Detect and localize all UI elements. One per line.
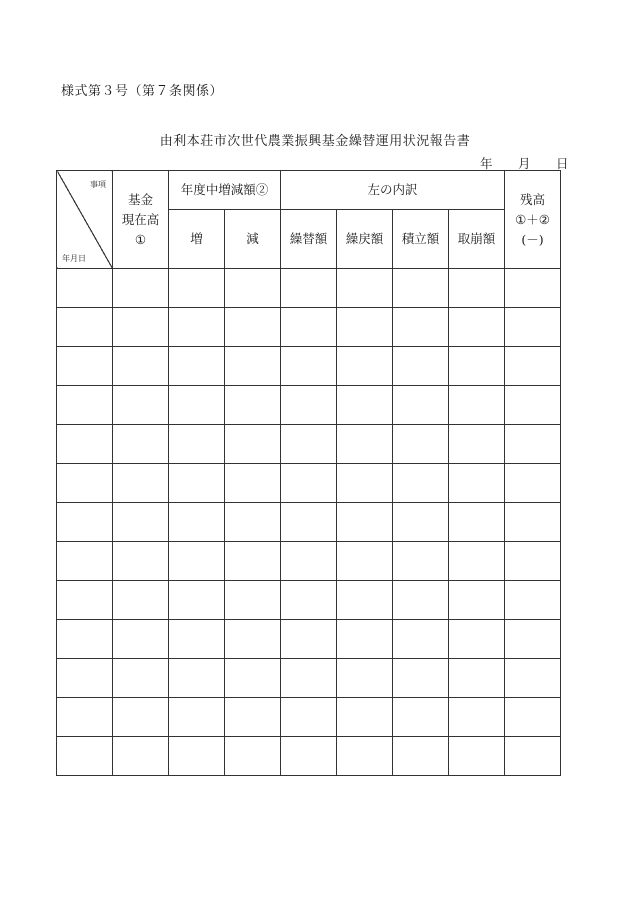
decrease-cell <box>225 503 281 542</box>
remaining-balance-cell <box>505 503 561 542</box>
transfer-out-cell <box>281 464 337 503</box>
remaining-balance-cell <box>505 698 561 737</box>
table-row <box>57 659 561 698</box>
remaining-balance-cell <box>505 659 561 698</box>
entry-date-cell <box>57 581 113 620</box>
remaining-line-1: 残高 <box>520 191 546 207</box>
decrease-cell <box>225 464 281 503</box>
transfer-out-cell <box>281 347 337 386</box>
entry-date-cell <box>57 464 113 503</box>
withdrawal-header: 取崩額 <box>449 210 505 269</box>
entry-date-cell <box>57 308 113 347</box>
fund-balance-cell <box>113 698 169 737</box>
transfer-back-cell <box>337 659 393 698</box>
increase-cell <box>169 542 225 581</box>
corner-date-label: 年月日 <box>62 254 86 263</box>
remaining-balance-cell <box>505 581 561 620</box>
withdrawal-cell <box>449 308 505 347</box>
transfer-out-header: 繰替額 <box>281 210 337 269</box>
entry-date-cell <box>57 425 113 464</box>
transfer-back-cell <box>337 425 393 464</box>
increase-cell <box>169 659 225 698</box>
increase-cell <box>169 581 225 620</box>
saving-cell <box>393 698 449 737</box>
entry-date-cell <box>57 698 113 737</box>
table-row <box>57 425 561 464</box>
saving-cell <box>393 620 449 659</box>
decrease-header: 減 <box>225 210 281 269</box>
decrease-cell <box>225 269 281 308</box>
transfer-out-cell <box>281 386 337 425</box>
transfer-back-cell <box>337 269 393 308</box>
increase-cell <box>169 620 225 659</box>
form-number: 様式第３号（第７条関係） <box>61 84 224 99</box>
withdrawal-cell <box>449 542 505 581</box>
transfer-out-cell <box>281 698 337 737</box>
saving-cell <box>393 425 449 464</box>
increase-cell <box>169 737 225 776</box>
date-year-label: 年 <box>480 156 493 171</box>
transfer-out-cell <box>281 542 337 581</box>
transfer-out-cell <box>281 620 337 659</box>
saving-cell <box>393 542 449 581</box>
increase-cell <box>169 269 225 308</box>
decrease-cell <box>225 698 281 737</box>
fund-balance-cell <box>113 620 169 659</box>
increase-cell <box>169 347 225 386</box>
remaining-balance-header <box>505 171 561 269</box>
saving-cell <box>393 308 449 347</box>
transfer-back-cell <box>337 308 393 347</box>
transfer-out-cell <box>281 425 337 464</box>
remaining-balance-cell <box>505 347 561 386</box>
table-row <box>57 698 561 737</box>
entry-date-cell <box>57 347 113 386</box>
saving-cell <box>393 464 449 503</box>
fund-balance-cell <box>113 659 169 698</box>
transfer-back-header: 繰戻額 <box>337 210 393 269</box>
increase-cell <box>169 425 225 464</box>
transfer-out-cell <box>281 503 337 542</box>
table-row <box>57 581 561 620</box>
withdrawal-cell <box>449 659 505 698</box>
withdrawal-cell <box>449 425 505 464</box>
decrease-cell <box>225 386 281 425</box>
transfer-out-cell <box>281 269 337 308</box>
saving-cell <box>393 581 449 620</box>
increase-cell <box>169 386 225 425</box>
withdrawal-cell <box>449 581 505 620</box>
entry-date-cell <box>57 542 113 581</box>
saving-header: 積立額 <box>393 210 449 269</box>
decrease-cell <box>225 542 281 581</box>
fund-balance-cell <box>113 464 169 503</box>
entry-date-cell <box>57 386 113 425</box>
remaining-balance-cell <box>505 425 561 464</box>
fund-report-table <box>56 170 561 776</box>
increase-cell <box>169 698 225 737</box>
corner-header-cell <box>57 171 113 269</box>
transfer-out-cell <box>281 737 337 776</box>
saving-cell <box>393 737 449 776</box>
table-row <box>57 386 561 425</box>
entry-date-cell <box>57 503 113 542</box>
fund-balance-cell <box>113 581 169 620</box>
remaining-balance-cell <box>505 386 561 425</box>
withdrawal-cell <box>449 698 505 737</box>
transfer-back-cell <box>337 698 393 737</box>
withdrawal-cell <box>449 269 505 308</box>
date-month-label: 月 <box>518 156 531 171</box>
fund-balance-line-2: 現在高 <box>121 211 160 227</box>
fund-balance-cell <box>113 386 169 425</box>
table-row <box>57 308 561 347</box>
remaining-balance-cell <box>505 737 561 776</box>
withdrawal-cell <box>449 737 505 776</box>
decrease-cell <box>225 425 281 464</box>
decrease-cell <box>225 620 281 659</box>
withdrawal-cell <box>449 386 505 425</box>
remaining-balance-cell <box>505 620 561 659</box>
transfer-out-cell <box>281 581 337 620</box>
remaining-line-3: (－) <box>521 231 544 247</box>
entry-date-cell <box>57 659 113 698</box>
fund-balance-cell <box>113 542 169 581</box>
table-row <box>57 269 561 308</box>
transfer-back-cell <box>337 464 393 503</box>
saving-cell <box>393 347 449 386</box>
transfer-back-cell <box>337 737 393 776</box>
remaining-balance-cell <box>505 542 561 581</box>
withdrawal-cell <box>449 503 505 542</box>
transfer-back-cell <box>337 503 393 542</box>
table-row <box>57 737 561 776</box>
transfer-out-cell <box>281 308 337 347</box>
remaining-balance-cell <box>505 308 561 347</box>
fund-balance-cell <box>113 269 169 308</box>
table-row <box>57 503 561 542</box>
table-row <box>57 347 561 386</box>
increase-header: 増 <box>169 210 225 269</box>
increase-cell <box>169 503 225 542</box>
document-title: 由利本荘市次世代農業振興基金繰替運用状況報告書 <box>159 134 471 149</box>
fund-balance-cell <box>113 308 169 347</box>
breakdown-header: 左の内訳 <box>281 171 505 210</box>
corner-item-label: 事項 <box>90 180 106 189</box>
fund-balance-cell <box>113 347 169 386</box>
decrease-cell <box>225 581 281 620</box>
fund-balance-cell <box>113 425 169 464</box>
remaining-balance-cell <box>505 269 561 308</box>
fund-balance-cell <box>113 737 169 776</box>
saving-cell <box>393 659 449 698</box>
transfer-out-cell <box>281 659 337 698</box>
table-row <box>57 464 561 503</box>
withdrawal-cell <box>449 464 505 503</box>
increase-cell <box>169 464 225 503</box>
fund-balance-header <box>113 171 169 269</box>
decrease-cell <box>225 737 281 776</box>
saving-cell <box>393 386 449 425</box>
withdrawal-cell <box>449 347 505 386</box>
withdrawal-cell <box>449 620 505 659</box>
remaining-line-2: ①＋② <box>515 211 550 227</box>
saving-cell <box>393 503 449 542</box>
decrease-cell <box>225 659 281 698</box>
transfer-back-cell <box>337 620 393 659</box>
saving-cell <box>393 269 449 308</box>
annual-change-header: 年度中増減額② <box>169 171 281 210</box>
entry-date-cell <box>57 269 113 308</box>
fund-balance-line-3: ① <box>134 231 147 247</box>
transfer-back-cell <box>337 347 393 386</box>
transfer-back-cell <box>337 581 393 620</box>
entry-date-cell <box>57 737 113 776</box>
fund-balance-line-1: 基金 <box>127 191 153 207</box>
table-row <box>57 542 561 581</box>
increase-cell <box>169 308 225 347</box>
entry-date-cell <box>57 620 113 659</box>
fund-balance-cell <box>113 503 169 542</box>
transfer-back-cell <box>337 386 393 425</box>
table-row <box>57 620 561 659</box>
date-day-label: 日 <box>556 156 569 171</box>
decrease-cell <box>225 308 281 347</box>
remaining-balance-cell <box>505 464 561 503</box>
decrease-cell <box>225 347 281 386</box>
transfer-back-cell <box>337 542 393 581</box>
